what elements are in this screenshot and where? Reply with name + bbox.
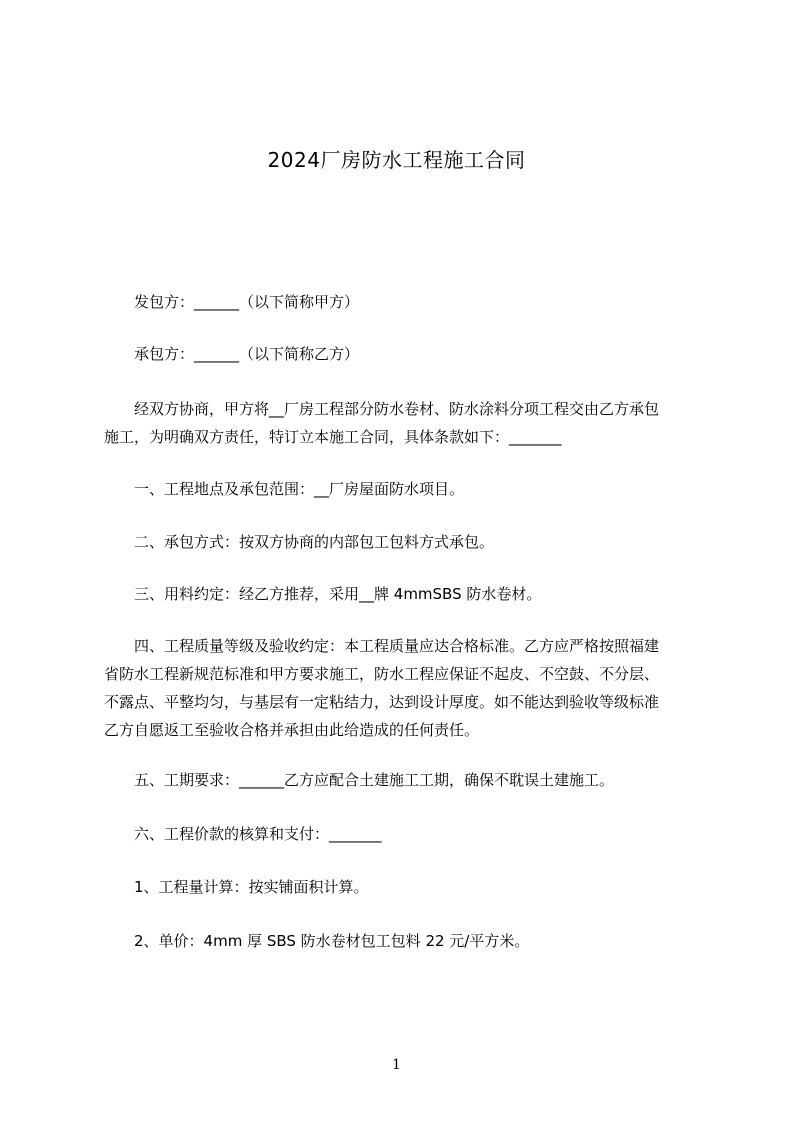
text-line: 一、工程地点及承包范围：__厂房屋面防水项目。 [104,480,465,498]
clause-1-paragraph [104,475,704,503]
clause-2-paragraph [104,528,704,556]
text-line: 1、工程量计算：按实铺面积计算。 [104,878,369,896]
subclause-2-paragraph [104,927,704,955]
page-number: 1 [392,1057,401,1073]
text-line: 六、工程价款的核算和支付：_______ [104,825,382,843]
party-a-paragraph [104,288,704,316]
subclause-1-paragraph [104,873,704,901]
document-title: 2024厂房防水工程施工合同 [267,148,526,172]
party-b-paragraph [104,340,704,368]
text-line: 五、工期要求：______乙方应配合土建施工工期，确保不耽误土建施工。 [104,771,615,789]
text-line: 2、单价：4mm 厚 SBS 防水卷材包工包料 22 元/平方米。 [104,932,530,950]
text-line: 承包方：______（以下简称乙方） [104,345,360,363]
text-line: 施工，为明确双方责任，特订立本施工合同，具体条款如下：_______ [104,428,562,446]
text-line: 二、承包方式：按双方协商的内部包工包料方式承包。 [104,533,495,551]
text-line: 不露点、平整均匀，与基层有一定粘结力，达到设计厚度。如不能达到验收等级标准 [104,693,660,711]
intro-paragraph [104,395,704,451]
text-line: 四、工程质量等级及验收约定：本工程质量应达合格标准。乙方应严格按照福建 [104,637,660,655]
text-line: 发包方：______（以下简称甲方） [104,293,360,311]
text-line: 乙方自愿返工至验收合格并承担由此给造成的任何责任。 [104,721,480,739]
clause-3-paragraph [104,580,704,608]
text-line: 经双方协商，甲方将__厂房工程部分防水卷材、防水涂料分项工程交由乙方承包 [104,400,660,418]
text-line: 省防水工程新规范标准和甲方要求施工，防水工程应保证不起皮、不空鼓、不分层、 [104,665,660,683]
clause-6-paragraph [104,820,704,848]
clause-5-paragraph [104,766,704,794]
text-line: 三、用料约定：经乙方推荐，采用__牌 4mmSBS 防水卷材。 [104,585,542,603]
clause-4-paragraph [104,632,704,744]
